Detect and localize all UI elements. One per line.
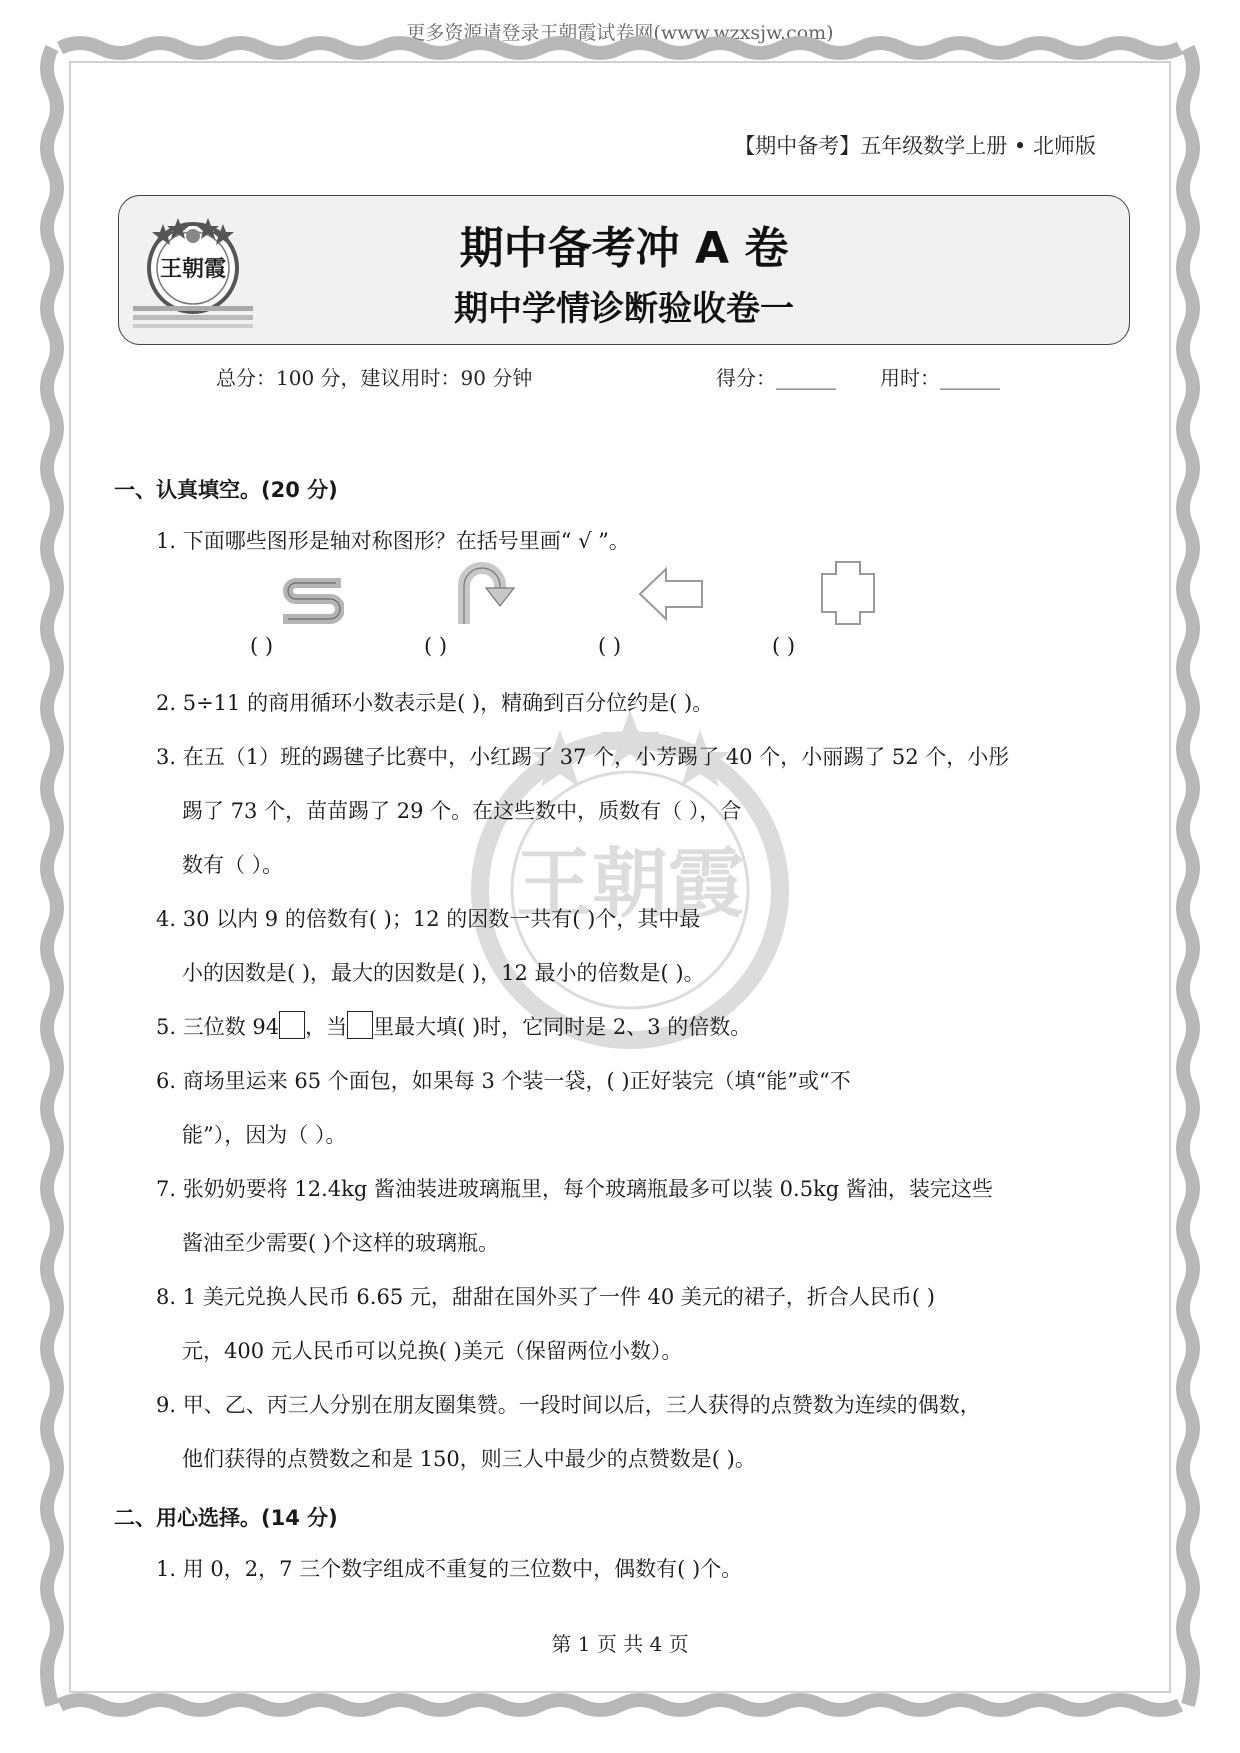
page-footer: 第 1 页 共 4 页 [551,1632,689,1656]
question-1-3-line-1: 3. 在五（1）班的踢毽子比赛中，小红踢了 37 个，小芳踢了 40 个，小丽踢了 52 个，小彤 [156,745,1010,769]
answer-paren-2[interactable]: ( ) [424,634,448,658]
logo-text: 王朝霞 [159,256,227,282]
title-box [118,195,1130,345]
question-1-6-line-1: 6. 商场里运来 65 个面包，如果每 3 个装一袋，( )正好装完（填“能”或“不 [156,1069,851,1093]
score-field: 得分：______ [716,366,836,390]
answer-paren-4[interactable]: ( ) [772,634,796,658]
answer-paren-3[interactable]: ( ) [598,634,622,658]
answer-paren-1[interactable]: ( ) [250,634,274,658]
shape-u-turn-arrow-icon [456,560,526,626]
section-1-heading: 一、认真填空。(20 分) [114,478,338,502]
title-sub: 期中学情诊断验收卷一 [454,289,794,329]
question-1-2: 2. 5÷11 的商用循环小数表示是( )，精确到百分位约是( )。 [156,691,714,715]
question-1-8-line-2: 元，400 元人民币可以兑换( )美元（保留两位小数）。 [182,1339,683,1363]
total-info: 总分：100 分，建议用时：90 分钟 [216,366,533,390]
header-tag: 【期中备考】五年级数学上册 • 北师版 [734,134,1096,158]
time-field: 用时：______ [880,366,1000,390]
question-1-8 [156,1270,1131,1378]
question-1-7 [156,1162,1131,1270]
question-1-4 [156,892,1131,1000]
question-1-9 [156,1378,1131,1486]
shape-left-arrow-icon [638,565,704,623]
question-1-3 [156,730,1131,892]
watermark-text: 王朝霞 [516,839,744,928]
answer-box[interactable] [347,1011,373,1039]
shape-s-icon [282,575,344,629]
section-2-heading: 二、用心选择。(14 分) [114,1506,338,1530]
question-1-6-line-2: 能”），因为（ ）。 [182,1123,347,1147]
answer-box[interactable] [279,1011,305,1039]
question-1-3-line-3: 数有（ ）。 [182,853,284,877]
question-1-6 [156,1054,1131,1162]
question-1-5-part-c: 里最大填( )时，它同时是 2、3 的倍数。 [373,1015,752,1039]
question-1-5-part-a: 5. 三位数 94 [156,1015,280,1039]
question-1-4-line-2: 小的因数是( )，最大的因数是( )，12 最小的倍数是( )。 [182,961,705,985]
question-1-7-line-1: 7. 张奶奶要将 12.4kg 酱油装进玻璃瓶里，每个玻璃瓶最多可以装 0.5kg 酱油，装完这些 [156,1177,993,1201]
question-1-9-line-2: 他们获得的点赞数之和是 150，则三人中最少的点赞数是( )。 [182,1447,756,1471]
question-2-1: 1. 用 0，2，7 三个数字组成不重复的三位数中，偶数有( )个。 [156,1557,743,1581]
title-main: 期中备考冲 A 卷 [459,223,789,274]
question-1-1: 1. 下面哪些图形是轴对称图形？在括号里画“ √ ”。 [156,529,630,553]
shape-cross-icon [820,560,876,626]
question-1-5-part-b: ，当 [305,1015,348,1039]
question-1-4-line-1: 4. 30 以内 9 的倍数有( )；12 的因数一共有( )个，其中最 [156,907,701,931]
question-1-5 [156,1000,1131,1054]
question-1-8-line-1: 8. 1 美元兑换人民币 6.65 元，甜甜在国外买了一件 40 美元的裙子，折合人民币( ) [156,1285,935,1309]
question-1-3-line-2: 踢了 73 个，苗苗踢了 29 个。在这些数中，质数有（ ），合 [182,799,742,823]
source-note: 更多资源请登录王朝霞试卷网(www.wzxsjw.com) [406,22,834,44]
question-1-7-line-2: 酱油至少需要( )个这样的玻璃瓶。 [182,1231,500,1255]
question-1-9-line-1: 9. 甲、乙、丙三人分别在朋友圈集赞。一段时间以后，三人获得的点赞数为连续的偶数， [156,1393,981,1417]
